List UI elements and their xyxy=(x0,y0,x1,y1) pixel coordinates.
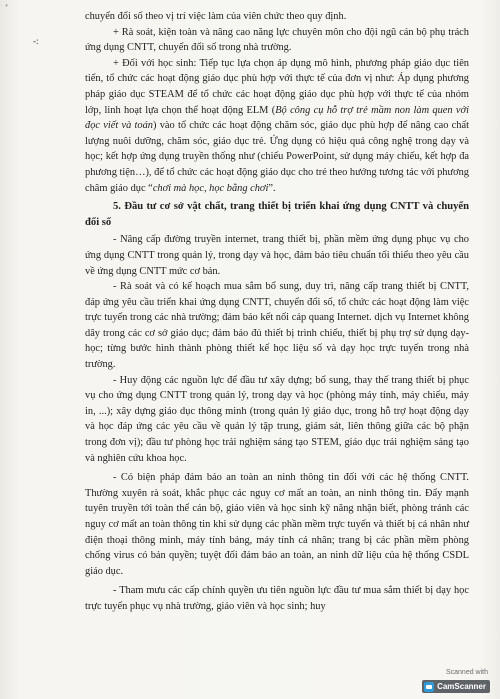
watermark-brand: CamScanner xyxy=(437,682,486,691)
camscanner-logo-icon xyxy=(424,682,434,692)
paragraph-1: chuyển đổi số theo vị trí việc làm của viên chức theo quy định. xyxy=(85,11,347,22)
paragraph-3-end: ”. xyxy=(268,182,276,194)
corner-scan-mark: ﾞ xyxy=(5,4,10,14)
paragraph-2: + Rà soát, kiện toàn và nâng cao năng lực chuyên môn cho đội ngũ cán bộ phụ trách ứng dụng CNTT, chuyển đổi số trong nhà trường. xyxy=(85,26,469,54)
paragraph-4: - Nâng cấp đường truyền internet, trang thiết bị, phần mềm ứng dụng phục vụ cho ứng dụng CNTT trong quản lý, trong dạy và học, đảm bảo tiêu chuẩn tối thiểu theo yêu cầu về ứng dụng CNTT mức cơ bản. xyxy=(85,234,469,277)
paragraph-3 xyxy=(85,56,469,196)
margin-scan-mark: -: xyxy=(33,36,39,46)
watermark-badge xyxy=(422,680,490,693)
paragraph-3-text: + Đối với học sinh: Tiếp tục lựa chọn áp dụng mô hình, phương pháp giáo dục tiên tiến, tổ chức các hoạt động giáo dục phù hợp với thực tế của đơn vị như: Áp dụng phương pháp giáo dục STEAM để tổ chức các hoạt động giáo dục phù hợp với thực tế của nhóm lớp, linh hoạt lựa chọn thể hoạt động ELM ( xyxy=(85,57,469,116)
paragraph-3-motto: chơi mà học, học bằng chơi xyxy=(152,182,269,194)
paragraph-6: - Huy động các nguồn lực để đầu tư xây dựng; bổ sung, thay thế trang thiết bị phục vụ cho ứng dụng CNTT trong quản lý, trong dạy và học (phòng máy tính, máy chiếu, máy in, ...); xây dựng giáo dục thông minh (trong quản lý giáo dục, trong hỗ trợ hoạt động dạy và học đáp ứng các yêu cầu về quản lý tập trung, giám sát, liên thông giữa các bộ phận trong đơn vị); đầu tư phòng học trải nghiệm sáng tạo STEM, giáo dục trải nghiệm sáng tạo và nghiên cứu khoa học. xyxy=(85,374,469,464)
paragraph-5: - Rà soát và có kế hoạch mua sắm bổ sung, duy trì, nâng cấp trang thiết bị CNTT, đáp ứng yêu cầu triển khai ứng dụng CNTT, chuyển đổi số, tổ chức các hoạt động làm việc trực tuyến trong các nhà trường; đảm bảo kết nối cáp quang Internet. dịch vụ Internet không dây trong các cơ sở giáo dục; đảm bảo đủ thiết bị trình chiếu, thiết bị phụ trợ sử dụng dạy-học; từng bước hình thành phòng thiết kế học liệu số và dạy học trực tuyến trong nhà trường. xyxy=(85,281,469,371)
paragraph-8: - Tham mưu các cấp chính quyền ưu tiên nguồn lực đầu tư mua sắm thiết bị dạy học trực tuyến phục vụ nhà trường, giáo viên và học sinh; huy xyxy=(85,585,469,612)
paragraph-7: - Có biện pháp đảm bảo an toàn an ninh thông tin đối với các hệ thống CNTT. Thường xuyên rà soát, khắc phục các nguy cơ mất an toàn, an ninh thông tin. Đẩy mạnh tuyên truyền tới toàn thể cán bộ, giáo viên và học sinh kỹ năng nhận biết, phòng tránh các nguy cơ mất an toàn thông tin khi sử dụng các phần mềm trực tuyến và thiết bị cá nhân như điện thoại thông minh, máy tính bảng, máy tính cá nhân; trang bị các phần mềm phòng chống virus có bản quyền; tuyệt đối đảm bảo an toàn, an ninh dữ liệu của hệ thống CSDL giáo dục. xyxy=(85,472,469,577)
paragraph-3-italic: Bộ công cụ hỗ trợ trẻ mầm non làm quen với đọc viết và toán xyxy=(85,104,469,132)
watermark-caption: Scanned with xyxy=(445,669,488,676)
section-heading: 5. Đầu tư cơ sở vật chất, trang thiết bị triển khai ứng dụng CNTT và chuyển đổi số xyxy=(85,201,469,228)
paragraph-3-middle: ) vào tổ chức các hoạt động chăm sóc, giáo dục phù hợp để nâng cao chất lượng nuôi dưỡng, chăm sóc, giáo dục trẻ. Ứng dụng có hiệu quả công nghệ trong dạy và học; kết hợp ứng dụng truyền thống như (chiếu PowerPoint, sử dụng máy chiếu, kết hợp đa phương tiện…), để tổ chức các hoạt động giáo dục cho trẻ theo hướng tương tác với phương châm giáo dục “ xyxy=(85,120,469,194)
document-body xyxy=(85,9,469,615)
camscanner-watermark xyxy=(406,669,490,693)
